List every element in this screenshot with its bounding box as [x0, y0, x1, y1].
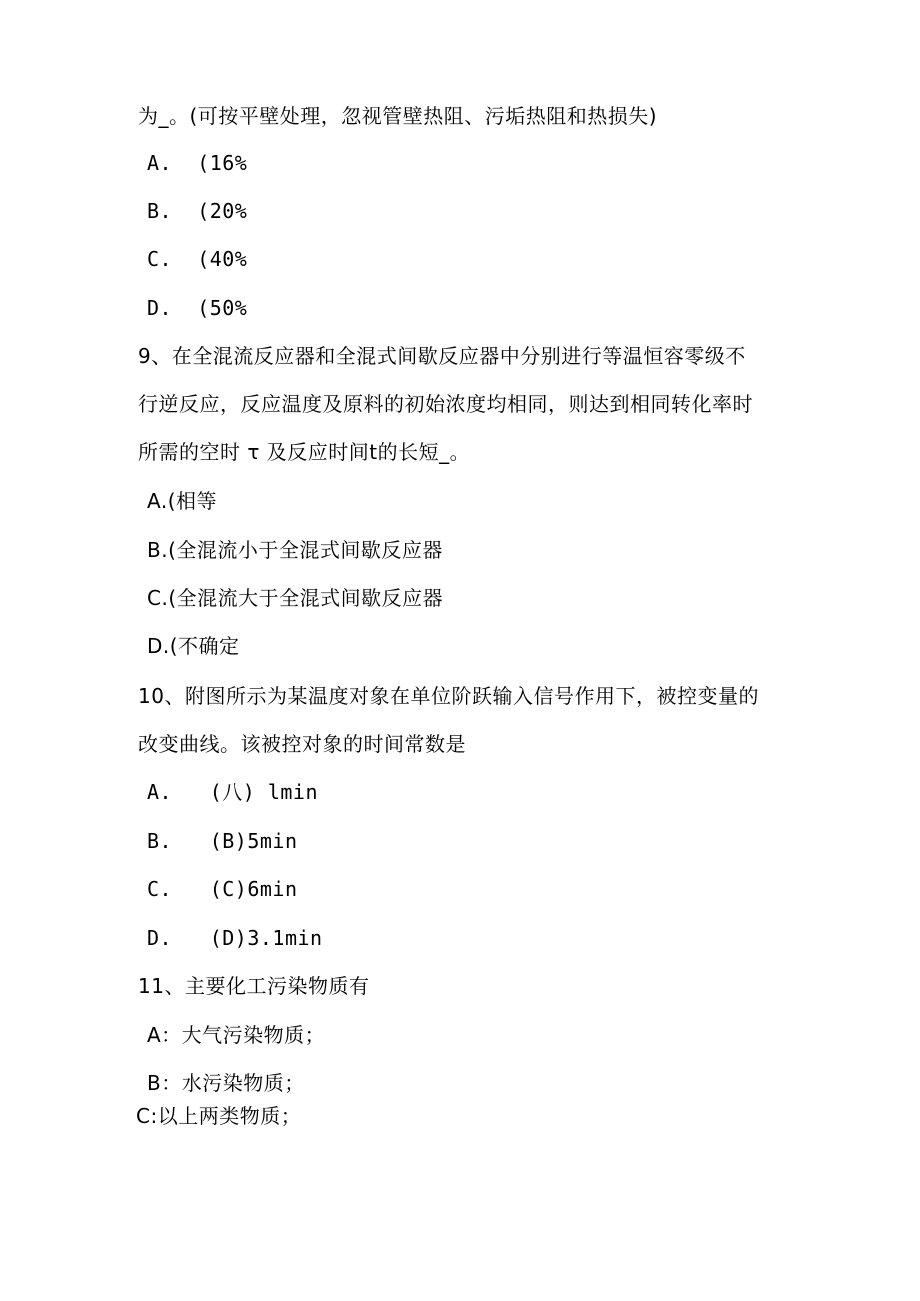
q11-option-b: B：水污染物质；	[147, 1071, 305, 1095]
q8-option-c	[147, 246, 247, 272]
q9-option-b: B.(全混流小于全混式间歇反应器	[147, 538, 443, 562]
q11-option-c: C:以上两类物质；	[136, 1104, 302, 1128]
option-text: (20%	[197, 199, 248, 223]
question-10-line-2: 改变曲线。该被控对象的时间常数是	[138, 732, 466, 756]
option-text: (D)3.1min	[209, 926, 323, 950]
q8-option-d	[147, 295, 247, 321]
q9-option-a: A.(相等	[147, 489, 217, 513]
option-label: A.	[147, 151, 173, 175]
q9-option-d: D.(不确定	[147, 634, 240, 658]
option-label: C.	[147, 877, 173, 901]
question-11-title: 11、主要化工污染物质有	[138, 974, 370, 998]
q8-option-a	[147, 150, 247, 176]
option-label: B.	[147, 199, 173, 223]
option-label: C.	[147, 247, 173, 271]
q8-option-b	[147, 198, 247, 224]
option-text: (40%	[197, 247, 248, 271]
question-9-line-1: 9、在全混流反应器和全混式间歇反应器中分别进行等温恒容零级不	[138, 344, 746, 368]
question-8-continuation: 为_。(可按平壁处理，忽视管壁热阻、污垢热阻和热损失)	[138, 104, 658, 128]
option-text: (B)5min	[209, 829, 298, 853]
q10-option-b	[147, 828, 298, 854]
question-9-line-2: 行逆反应，反应温度及原料的初始浓度均相同，则达到相同转化率时	[138, 392, 753, 416]
option-label: D.	[147, 296, 173, 320]
option-label: A.	[147, 780, 173, 804]
question-9-line-3: 所需的空时 τ 及反应时间t的长短_。	[138, 440, 471, 464]
option-text: (16%	[197, 151, 248, 175]
q10-option-c	[147, 876, 298, 902]
q11-option-a: A：大气污染物质；	[147, 1023, 326, 1047]
q10-option-d	[147, 925, 323, 951]
option-text: (50%	[197, 296, 248, 320]
option-text: (C)6min	[209, 877, 298, 901]
question-10-line-1: 10、附图所示为某温度对象在单位阶跃输入信号作用下，被控变量的	[138, 684, 759, 708]
q10-option-a	[147, 779, 318, 805]
option-label: D.	[147, 926, 173, 950]
option-label: B.	[147, 829, 173, 853]
q9-option-c: C.(全混流大于全混式间歇反应器	[147, 586, 444, 610]
option-text: (八) lmin	[209, 780, 319, 804]
